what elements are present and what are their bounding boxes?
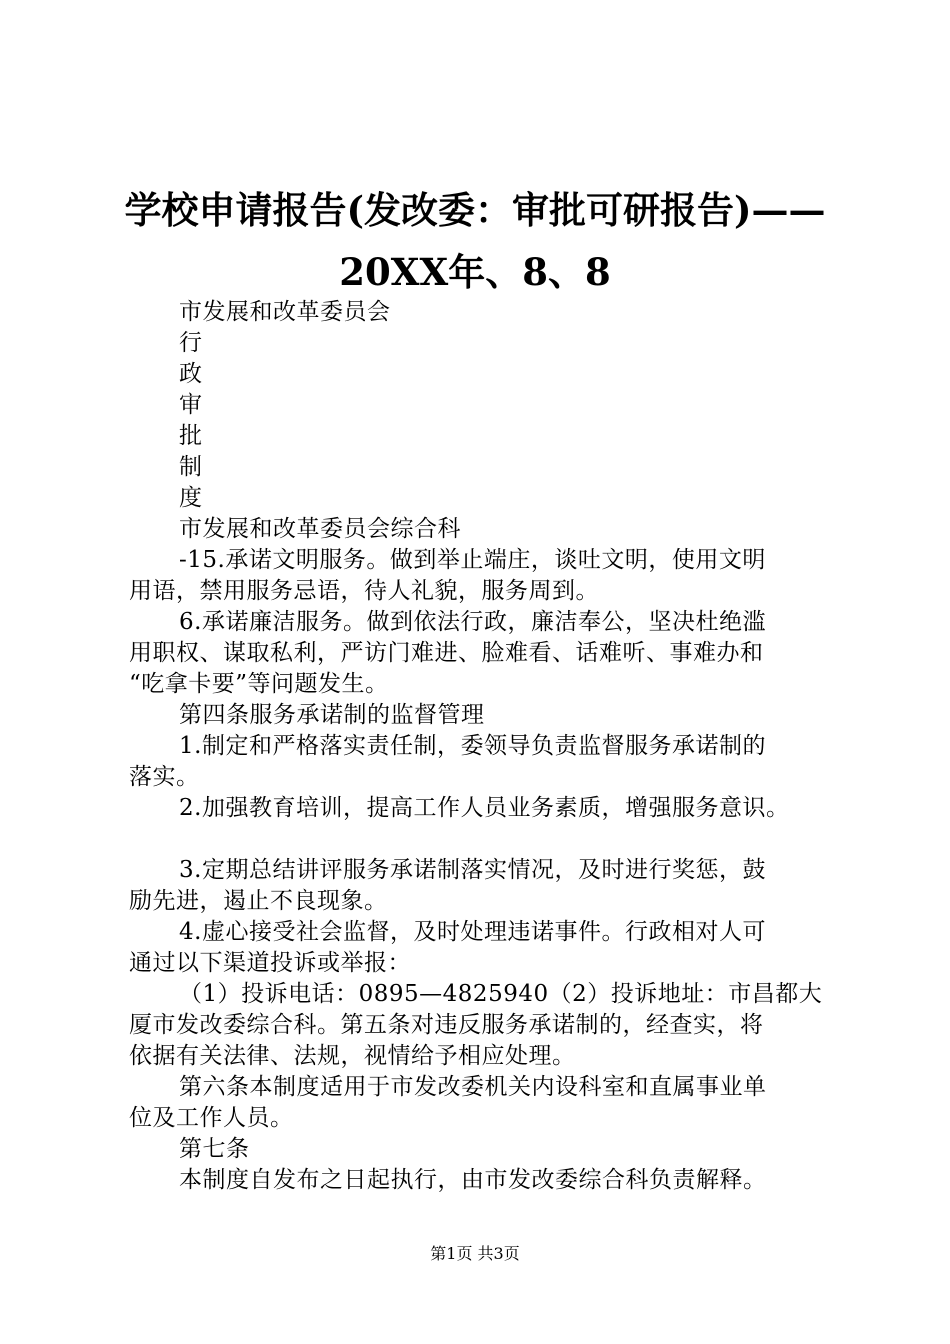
- page-footer: 第1页 共3页: [430, 1244, 520, 1263]
- section-heading: 第七条: [179, 1136, 250, 1162]
- paragraph-line: -15.承诺文明服务。做到举止端庄，谈吐文明，使用文明: [179, 547, 766, 573]
- paragraph-line: 落实。: [129, 764, 200, 790]
- paragraph-line: 制: [179, 454, 203, 480]
- document-title-line-2: 20XX年、8、8: [339, 250, 611, 294]
- document-title-line-1: 学校申请报告(发改委：审批可研报告)——: [124, 188, 826, 232]
- paragraph-line: 审: [179, 392, 203, 418]
- document-body: [129, 297, 849, 1196]
- blank-line: [129, 824, 849, 855]
- paragraph-line: 政: [179, 361, 203, 387]
- paragraph-line: 行: [179, 330, 203, 356]
- paragraph-line: 厦市发改委综合科。第五条对违反服务承诺制的，经查实，将: [129, 1012, 764, 1038]
- paragraph-line: 批: [179, 423, 203, 449]
- paragraph-line: 用职权、谋取私利，严访门难进、脸难看、话难听、事难办和: [129, 640, 764, 666]
- paragraph-line: 通过以下渠道投诉或举报：: [129, 950, 411, 976]
- paragraph-line: “吃拿卡要”等问题发生。: [129, 671, 389, 697]
- paragraph-line: 第六条本制度适用于市发改委机关内设科室和直属事业单: [179, 1074, 767, 1100]
- paragraph-line: 6.承诺廉洁服务。做到依法行政，廉洁奉公，坚决杜绝滥: [179, 609, 766, 635]
- paragraph-line: 3.定期总结讲评服务承诺制落实情况，及时进行奖惩，鼓: [179, 857, 766, 883]
- paragraph-line: 市发展和改革委员会: [179, 299, 391, 325]
- paragraph-line: （1）投诉电话：0895—4825940（2）投诉地址：市昌都大: [179, 981, 823, 1007]
- paragraph-line: 本制度自发布之日起执行，由市发改委综合科负责解释。: [179, 1167, 767, 1193]
- paragraph-line: 度: [179, 485, 203, 511]
- paragraph-line: 4.虚心接受社会监督，及时处理违诺事件。行政相对人可: [179, 919, 766, 945]
- section-heading: 第四条服务承诺制的监督管理: [179, 702, 485, 728]
- paragraph-line: 2.加强教育培训，提高工作人员业务素质，增强服务意识。: [179, 795, 790, 821]
- paragraph-line: 1.制定和严格落实责任制，委领导负责监督服务承诺制的: [179, 733, 766, 759]
- paragraph-line: 位及工作人员。: [129, 1105, 294, 1131]
- paragraph-line: 依据有关法律、法规，视情给予相应处理。: [129, 1043, 576, 1069]
- paragraph-line: 市发展和改革委员会综合科: [179, 516, 461, 542]
- paragraph-line: 励先进，遏止不良现象。: [129, 888, 388, 914]
- paragraph-line: 用语，禁用服务忌语，待人礼貌，服务周到。: [129, 578, 599, 604]
